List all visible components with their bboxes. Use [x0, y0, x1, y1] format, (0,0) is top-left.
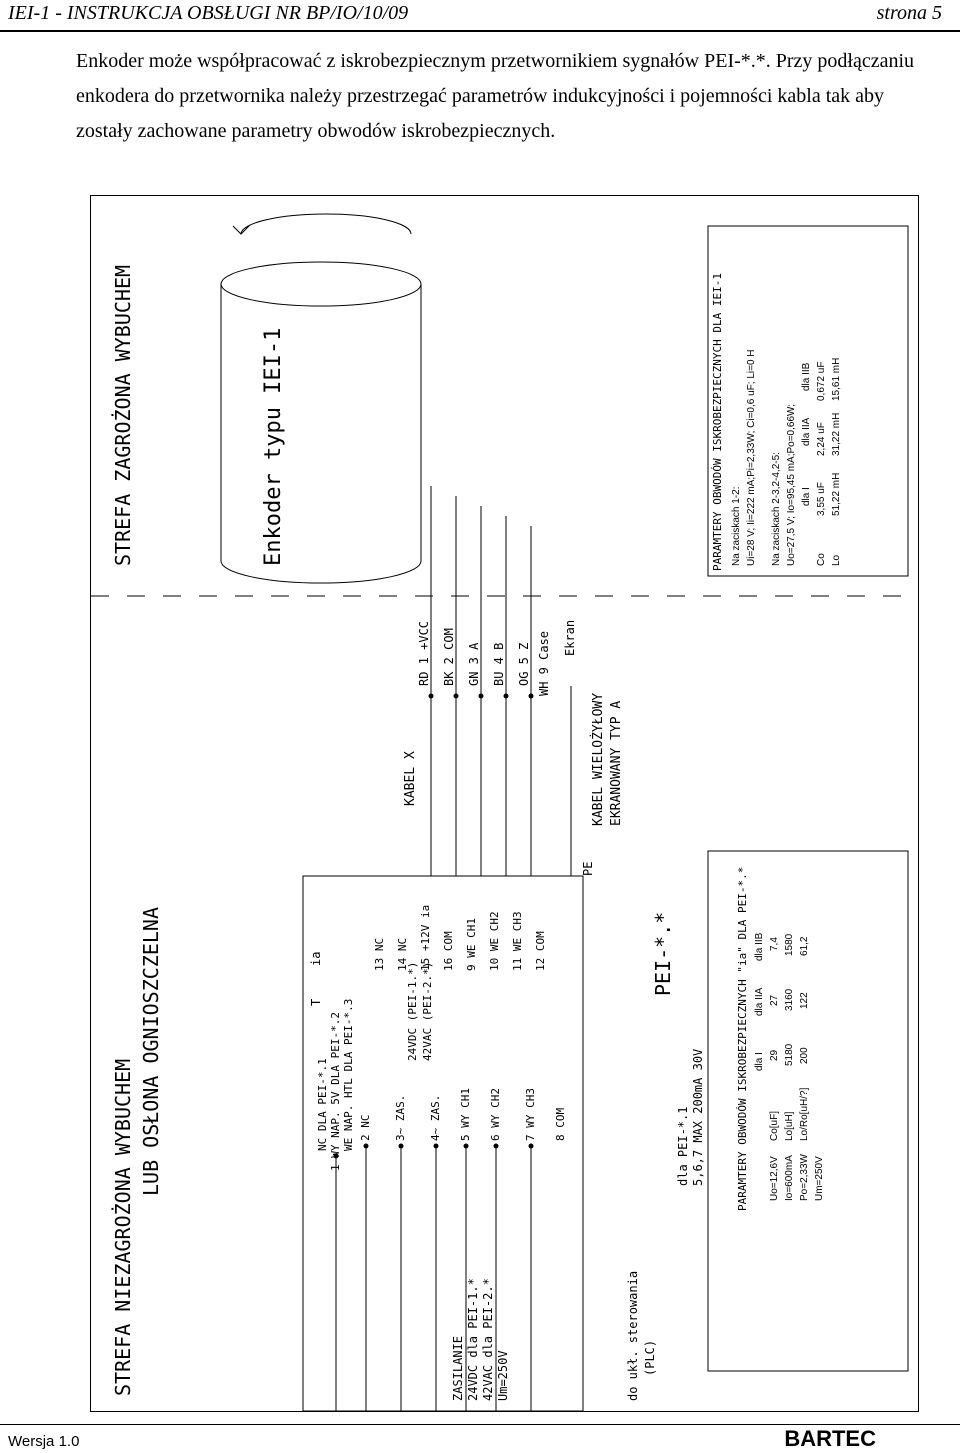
cable-multi-label-2: EKRANOWANY TYP A: [609, 700, 624, 826]
supply-label: 42VAC dla PEI-2.*: [481, 1278, 495, 1401]
pei-col-head: dla IIA: [754, 987, 765, 1016]
header-page: strona 5: [876, 2, 942, 24]
header-title: IEI-1 - INSTRUKCJA OBSŁUGI NR BP/IO/10/09: [8, 2, 409, 24]
iei-col-head: dla IIB: [801, 362, 812, 391]
encoder-pin: BU 4 B: [492, 642, 506, 686]
pei-left: Po=2,33W: [799, 1154, 810, 1201]
right-pin: 10 WE CH2: [488, 911, 501, 971]
right-pin: 14 NC: [396, 937, 409, 971]
encoder-pin: BK 2 COM: [442, 628, 456, 686]
pei-label: PEI-*.*: [651, 911, 675, 996]
left-pin: 4~ ZAS.: [429, 1094, 442, 1141]
encoder-pin: GN 3 A: [467, 642, 481, 686]
supply-label: Um=250V: [496, 1350, 510, 1401]
dla-pei: dla PEI-*.1: [676, 1106, 690, 1186]
left-pin: 2 NC: [359, 1114, 372, 1141]
pei-col-head: dla I: [754, 1052, 765, 1071]
footer-brand: BARTEC: [784, 1426, 876, 1451]
dla-pei-2: 5,6,7 MAX 200mA 30V: [691, 1048, 705, 1186]
right-pin: 9 WE CH1: [465, 918, 478, 971]
encoder-pin: OG 5 Z: [517, 642, 531, 686]
cable-multi-label-1: KABEL WIELOŻYŁOWY: [591, 692, 606, 826]
plc-label: (PLC): [643, 1339, 657, 1376]
left-pin: 7 WY CH3: [524, 1088, 537, 1141]
pei-co: 29: [769, 1049, 780, 1061]
pei-left: Io=600mA: [784, 1155, 795, 1201]
intro-paragraph: Enkoder może współpracować z iskrobezpiecznym przetwornikiem sygnałów PEI-*.*. Przy podłączaniu enkodera do przetwornika należy przestrzegać parametrów indukcyjności i pojemności kabla tak aby zostały zachowane parametry obwodów iskrobezpiecznych.: [76, 50, 915, 142]
right-pin: 12 COM: [534, 931, 547, 971]
pe-label: PE: [581, 861, 595, 876]
pin1-line2: 1 WY NAP. 5V DLA PEI-*.2: [329, 1012, 342, 1171]
right-pin: 13 NC: [373, 937, 386, 971]
iei-co-row: Co: [816, 553, 827, 566]
supply-label: ZASILANIE: [451, 1335, 465, 1401]
footer-version: Wersja 1.0: [8, 1433, 80, 1450]
diagram-lines: [91, 196, 918, 1411]
t-mark: T: [309, 998, 323, 1006]
right-pin: 11 WE CH3: [511, 911, 524, 971]
zone-hazard-label: STREFA ZAGROŻONA WYBUCHEM: [111, 264, 135, 566]
iei-co-row: 0,672 uF: [816, 361, 827, 401]
iei-col-head: dla IIA: [801, 417, 812, 446]
footer-rule: [0, 1424, 960, 1425]
left-pin: 8 COM: [554, 1107, 567, 1141]
iei-params-title: PARAMTERY OBWODÓW ISKROBEZPIECZNYCH DLA IEI-1: [711, 272, 724, 571]
iei-co-row: 2,24 uF: [816, 422, 827, 456]
iei-lo-row: Lo: [831, 554, 842, 566]
zas-2: 42VAC (PEI-2.*): [421, 961, 434, 1061]
pei-lr: 61,2: [799, 936, 810, 956]
iei-lo-row: 31,22 mH: [831, 412, 842, 456]
pei-co: 7,4: [769, 937, 780, 951]
pei-left: Um=250V: [814, 1156, 825, 1201]
pei-col-head: dla IIB: [754, 932, 765, 961]
left-pin: 5 WY CH1: [459, 1088, 472, 1141]
cable-x-label: KABEL X: [403, 751, 418, 806]
encoder-pin: RD 1 +VCC: [417, 620, 431, 686]
iei-params-line: Na zaciskach 1-2:: [731, 486, 742, 566]
pei-lo: 3160: [784, 988, 795, 1011]
pei-lo: 1580: [784, 933, 795, 956]
left-pin: 6 WY CH2: [489, 1088, 502, 1141]
pin1-line1: NC DLA PEI-*.1: [316, 1058, 329, 1151]
encoder-pin: WH 9 Case: [537, 630, 551, 696]
zone-safe-label-1: STREFA NIEZAGROŻONA WYBUCHEM: [111, 1058, 135, 1396]
supply-label: 24VDC dla PEI-1.*: [466, 1278, 480, 1401]
zas-1: 24VDC (PEI-1.*): [406, 961, 419, 1061]
header-rule: [0, 30, 960, 32]
pei-params-title: PARAMTERY OBWODÓW ISKROBEZPIECZNYCH "ia" DLA PEI-*.*: [736, 866, 749, 1211]
pei-mid: Co[uF]: [769, 1110, 780, 1141]
pei-mid: Lo/Ro[uH/?]: [799, 1087, 810, 1141]
iei-lo-row: 51,22 mH: [831, 472, 842, 516]
pei-mid: Lo[uH]: [784, 1111, 795, 1141]
right-pin: 15 +12V ia: [419, 904, 432, 971]
iei-co-row: 3,55 uF: [816, 482, 827, 516]
ia-label: ia: [309, 951, 323, 966]
right-pin: 16 COM: [442, 931, 455, 971]
pei-co: 27: [769, 994, 780, 1006]
iei-lo-row: 15,61 mH: [831, 357, 842, 401]
iei-params-line: Na zaciskach 2-3,2-4,2-5:: [771, 452, 782, 566]
pei-lo: 5180: [784, 1043, 795, 1066]
encoder-label: Enkoder typu IEI-1: [261, 327, 286, 566]
zone-safe-label-2: LUB OSŁONA OGNIOSZCZELNA: [139, 907, 163, 1196]
left-pin: 3~ ZAS.: [394, 1094, 407, 1141]
wiring-diagram: [90, 195, 919, 1412]
pei-lr: 200: [799, 1047, 810, 1064]
pei-lr: 122: [799, 992, 810, 1009]
pei-left: Uo=12,6V: [769, 1156, 780, 1201]
pin1-line3: WE NAP. HTL DLA PEI-*.3: [342, 998, 355, 1151]
iei-col-head: dla I: [801, 487, 812, 506]
plc-label: do ukł. sterowania: [626, 1270, 640, 1401]
iei-params-line: Uo=27,5 V; Io=95,45 mA;Po=0,66W;: [786, 403, 797, 566]
encoder-pin: Ekran: [563, 619, 577, 656]
iei-params-line: Ui=28 V; Ii=222 mA;Pi=2,33W; Ci=0,6 uF; Li=0 H: [746, 349, 757, 566]
